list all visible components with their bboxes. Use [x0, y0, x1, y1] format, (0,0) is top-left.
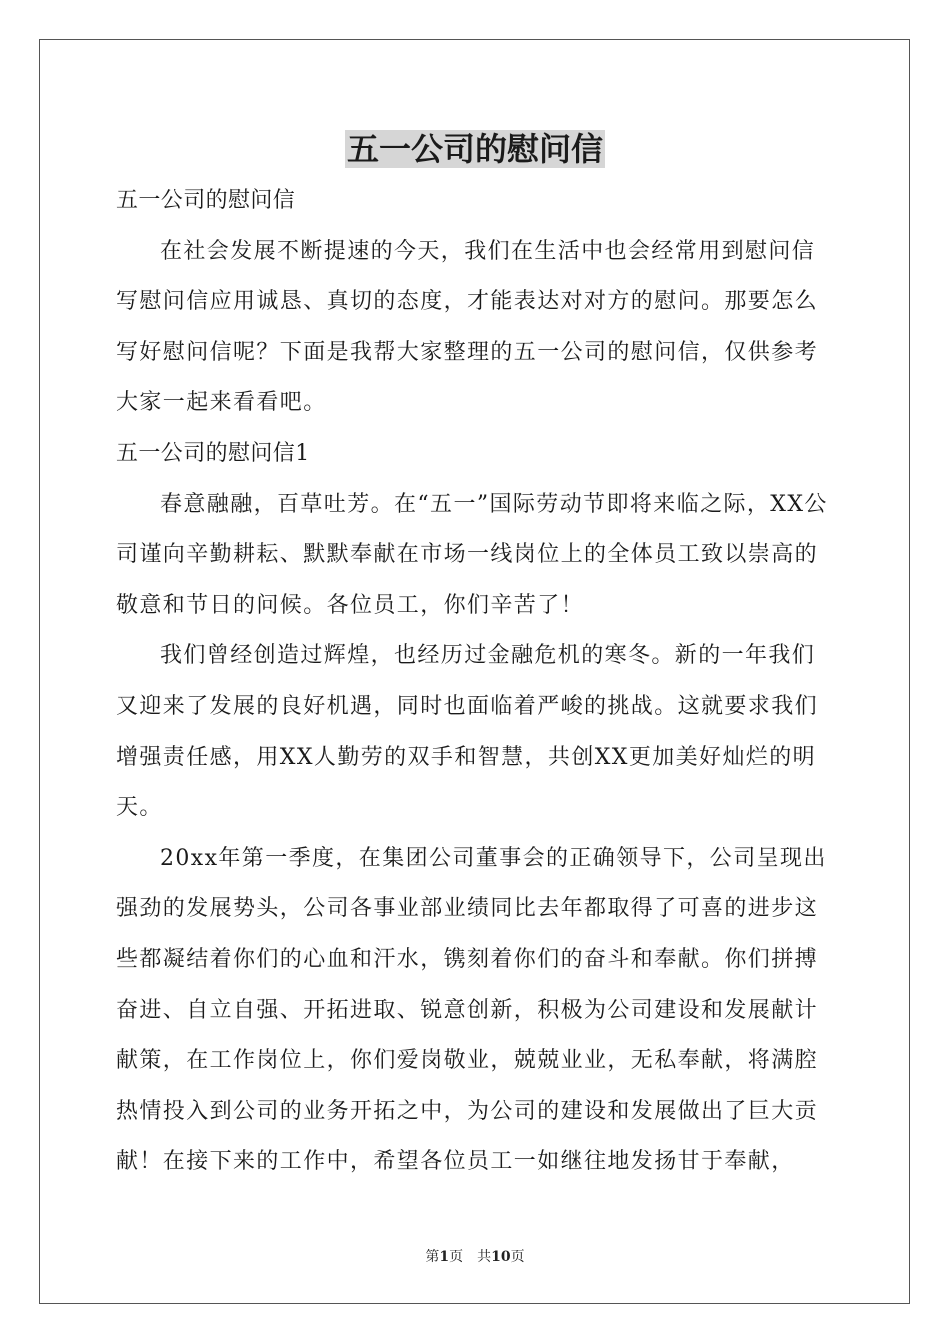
paragraph: 在社会发展不断提速的今天，我们在生活中也会经常用到慰问信写慰问信应用诚恳、真切的态度，才能表达对对方的慰问。那要怎么写好慰问信呢？下面是我帮大家整理的五一公司的慰问信，仅供参考大家一起来看看吧。 — [116, 238, 819, 416]
section-heading: 五一公司的慰问信1 — [116, 440, 310, 466]
page-footer-mid: 页 共 — [449, 1249, 492, 1265]
document-body — [116, 176, 832, 1188]
document-title — [0, 127, 950, 171]
paragraph: 春意融融，百草吐芳。在“五一”国际劳动节即将来临之际，XX公司谨向辛勤耕耘、默默奉献在市场一线岗位上的全体员工致以崇高的敬意和节日的问候。各位员工，你们辛苦了！ — [116, 491, 828, 618]
page-footer-prefix: 第 — [425, 1249, 440, 1265]
page-footer-suffix: 页 — [510, 1249, 525, 1265]
page-total-number: 10 — [491, 1249, 511, 1265]
section-heading: 五一公司的慰问信 — [116, 188, 296, 213]
document-title-text: 五一公司的慰问信 — [346, 130, 603, 168]
page-footer — [0, 1247, 950, 1267]
paragraph: 我们曾经创造过辉煌，也经历过金融危机的寒冬。新的一年我们又迎来了发展的良好机遇，同时也面临着严峻的挑战。这就要求我们增强责任感，用XX人勤劳的双手和智慧，共创XX更加美好灿烂的明天。 — [116, 643, 819, 821]
page-current-number: 1 — [439, 1249, 450, 1265]
paragraph: 20xx年第一季度，在集团公司董事会的正确领导下，公司呈现出强劲的发展势头，公司各事业部业绩同比去年都取得了可喜的进步这些都凝结着你们的心血和汗水，镌刻着你们的奋斗和奉献。你们拼搏奋进、自立自强、开拓进取、锐意创新，积极为公司建设和发展献计献策，在工作岗位上，你们爱岗敬业，兢兢业业，无私奉献，将满腔热情投入到公司的业务开拓之中，为公司的建设和发展做出了巨大贡献！在接下来的工作中，希望各位员工一如继往地发扬甘于奉献， — [116, 845, 827, 1175]
